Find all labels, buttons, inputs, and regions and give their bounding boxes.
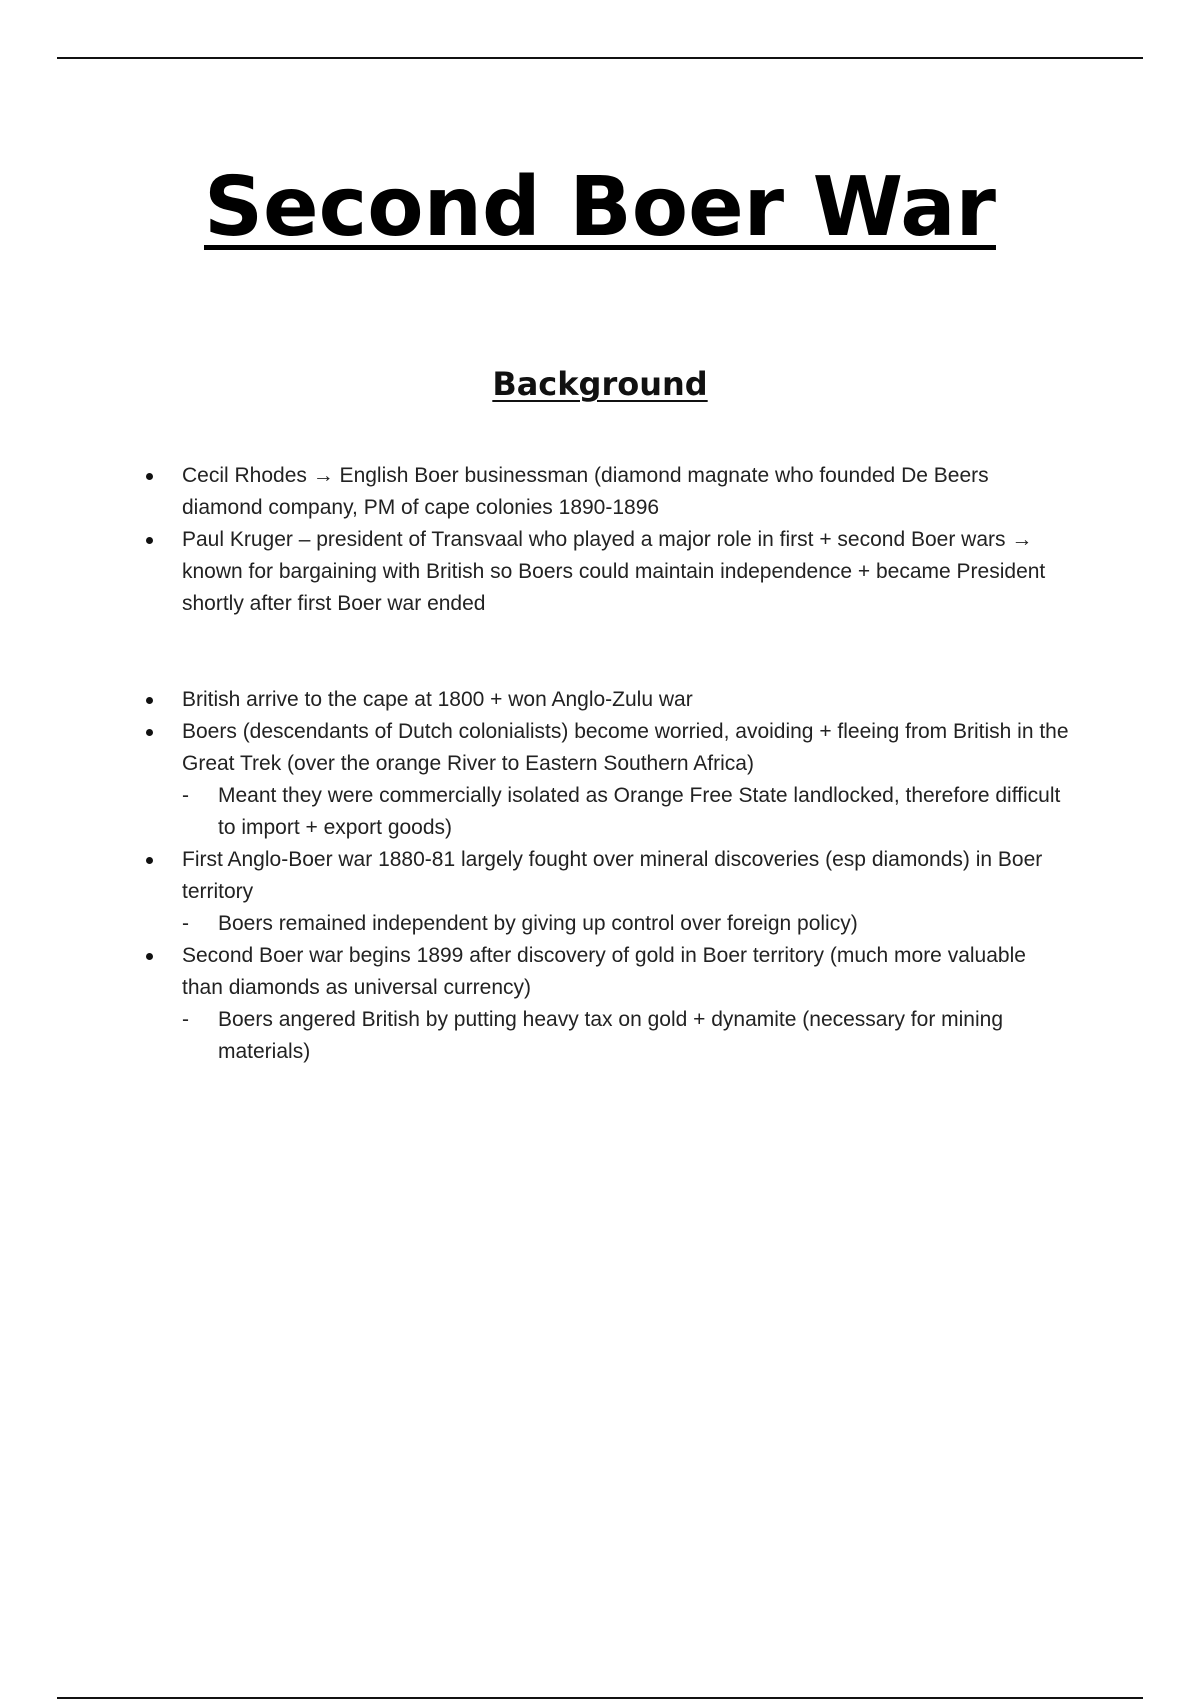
bullet-text: British arrive to the cape at 1800 + won Anglo-Zulu war (182, 688, 693, 711)
sub-list (182, 908, 1070, 940)
bullet-item-cecil-rhodes: Cecil Rhodes → English Boer businessman (diamond magnate who founded De Beers diamond company, PM of cape colonies 1890-1896 (140, 460, 1070, 524)
sub-item-commercial-isolation: - Meant they were commercially isolated as Orange Free State landlocked, therefore difficult to import + export goods) (182, 780, 1070, 844)
bullet-text: Boers (descendants of Dutch colonialists) become worried, avoiding + fleeing from British in the Great Trek (over the orange River to Eastern Southern Africa) (182, 720, 1069, 775)
bullet-item-second-boer-war (140, 940, 1070, 1068)
bullet-list-people (140, 460, 1070, 620)
bullet-item-paul-kruger: Paul Kruger – president of Transvaal who played a major role in first + second Boer wars → known for bargaining with British so Boers could maintain independence + became President shortly after first Boer war ended (140, 524, 1070, 620)
section-heading-text: Background (492, 365, 708, 403)
sub-list (182, 780, 1070, 844)
bullet-item-british-arrive (140, 684, 1070, 716)
top-border-line (57, 57, 1143, 59)
bullet-item-first-anglo-boer-war (140, 844, 1070, 940)
bullet-text: Second Boer war begins 1899 after discovery of gold in Boer territory (much more valuable than diamonds as universal currency) (182, 944, 1026, 999)
bullet-text: First Anglo-Boer war 1880-81 largely fought over mineral discoveries (esp diamonds) in Boer territory (182, 848, 1043, 903)
bullet-item-great-trek (140, 716, 1070, 844)
section-heading (0, 362, 1200, 406)
sub-list (182, 1004, 1070, 1068)
sub-item-foreign-policy: - Boers remained independent by giving up control over foreign policy) (182, 908, 1070, 940)
bullet-list-events (140, 684, 1070, 1068)
bottom-border-line (57, 1697, 1143, 1699)
sub-item-gold-tax: - Boers angered British by putting heavy tax on gold + dynamite (necessary for mining materials) (182, 1004, 1070, 1068)
document-title (0, 158, 1200, 258)
document-title-text: Second Boer War (204, 160, 996, 255)
